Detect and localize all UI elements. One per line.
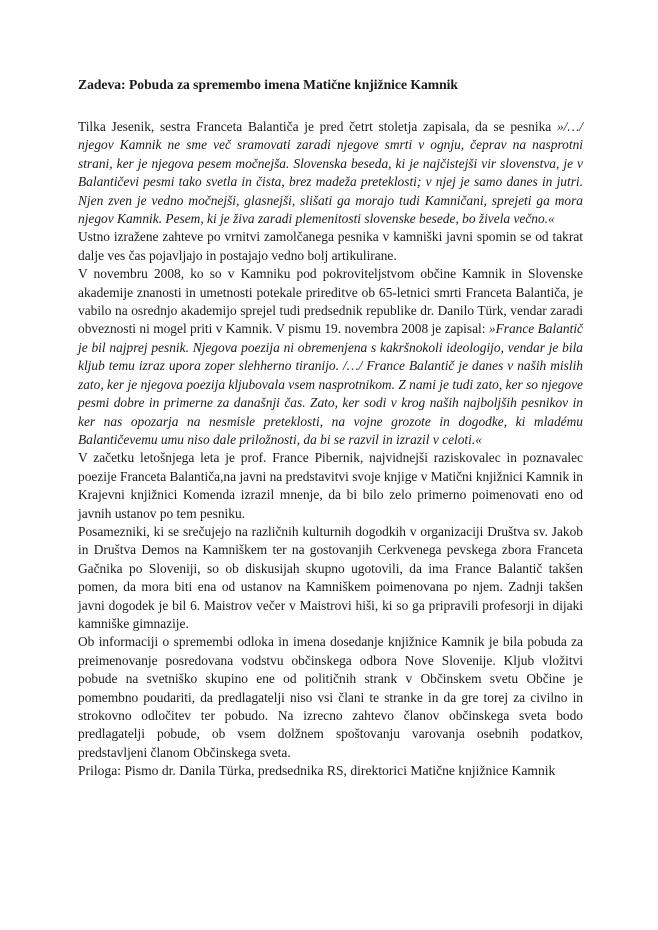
paragraph-2: Ustno izražene zahteve po vrnitvi zamolčanega pesnika v kamniški javni spomin se od takrat dalje ves čas pojavljajo in postajajo vedno bolj artikulirane. xyxy=(78,229,583,263)
paragraph-3-intro: V novembru 2008, ko so v Kamniku pod pokroviteljstvom občine Kamnik in Slovenske akademije znanosti in umetnosti potekale prireditve ob 65-letnici smrti Franceta Balantiča, je vabilo na osrednjo akademijo sprejel tudi predsednik republike dr. Danilo Türk, vendar zaradi obveznosti ni mogel priti v Kamnik. V pismu 19. novembra 2008 je zapisal: xyxy=(78,266,583,337)
paragraph-1-quote: »/…/ njegov Kamnik ne sme več sramovati zaradi njegove smrti v ognju, čeprav na nasprotni strani, ker je njegova pesem močnejša. Slovenska beseda, ki je najčistejši vir slovenstva, je v Balantičevi pesmi tako svetla in čista, brez madeža preteklosti; v njej je samo danes in jutri. Njen zven je vedno močnejši, glasnejši, slišati ga morajo tudi Kamničani, sprejeti ga mora njegov Kamnik. Pesem, ki je živa zaradi plemenitosti slovenske besede, bo živela večno.« xyxy=(78,119,583,227)
paragraph-5: Posamezniki, ki se srečujejo na različnih kulturnih dogodkih v organizaciji Društva sv. Jakob in Društva Demos na Kamniškem ter na gostovanjih Cerkvenega pevskega zbora Franceta Gačnika po Sloveniji, so ob diskusijah skupno ugotovili, da ima France Balantič takšen pomen, da mora biti ena od ustanov na Kamniškem poimenovana po njem. Zadnji takšen javni dogodek je bil 6. Maistrov večer v Maistrovi hiši, ki so ga pripravili profesorji in dijaki kamniške gimnazije. xyxy=(78,523,583,631)
paragraph-1-intro: Tilka Jesenik, sestra Franceta Balantiča je pred četrt stoletja zapisala, da se pesnika xyxy=(78,119,557,134)
paragraph-3-quote: »France Balantič je bil najprej pesnik. Njegova poezija ni obremenjena s kakršnokoli ideologijo, vendar je bila kljub temu izraz upora zoper slehherno tiranijo. /…/ France Balantič je danes v naših mislih zato, ker je njegova poezija kljubovala vsem nasprotnikom. Z nami je tudi zato, ker so njegove pesmi dobre in primerne za današnji čas. Zato, ker sodi v krog naših najboljših pesnikov in ker nas opozarja na nesmisle preteklosti, na vojne grozote in dogodke, ki mladému Balantičevemu umu niso dale priložnosti, da bi se razvil in izrazil v celoti.« xyxy=(78,321,583,447)
paragraph-4: V začetku letošnjega leta je prof. France Pibernik, najvidnejši raziskovalec in poznavalec poezije Franceta Balantiča,na javni na predstavitvi svoje knjige v Matični knjižnici Kamnik in Krajevni knjižnici Komenda izrazil mnenje, da bi bilo zelo primerno poimenovati eno od javnih ustanov po tem pesniku. xyxy=(78,450,583,521)
letter-body xyxy=(78,118,583,762)
letter-page xyxy=(78,76,583,781)
attachment-note: Priloga: Pismo dr. Danila Türka, predsednika RS, direktorici Matične knjižnice Kamnik xyxy=(78,763,556,779)
subject-heading: Zadeva: Pobuda za spremembo imena Matične knjižnice Kamnik xyxy=(78,77,458,92)
paragraph-6: Ob informaciji o spremembi odloka in imena dosedanje knjižnice Kamnik je bila pobuda za preimenovanje posredovana vodstvu občinskega odbora Nove Slovenije. Kljub vložitvi pobude na svetniško skupino ene od političnih strank v Občinskem svetu Občine je pomembno poudariti, da predlagatelji niso vsi člani te stranke in da gre torej za civilno in strokovno odločitev ter pobudo. Na izrecno zahtevo članov občinskega sveta bodo predlagatelji pobude, ob vsem dolžnem spoštovanju varovanja osebnih podatkov, predstavljeni članom Občinskega sveta. xyxy=(78,634,583,760)
paragraph-1 xyxy=(78,118,583,228)
paragraph-3 xyxy=(78,265,583,449)
